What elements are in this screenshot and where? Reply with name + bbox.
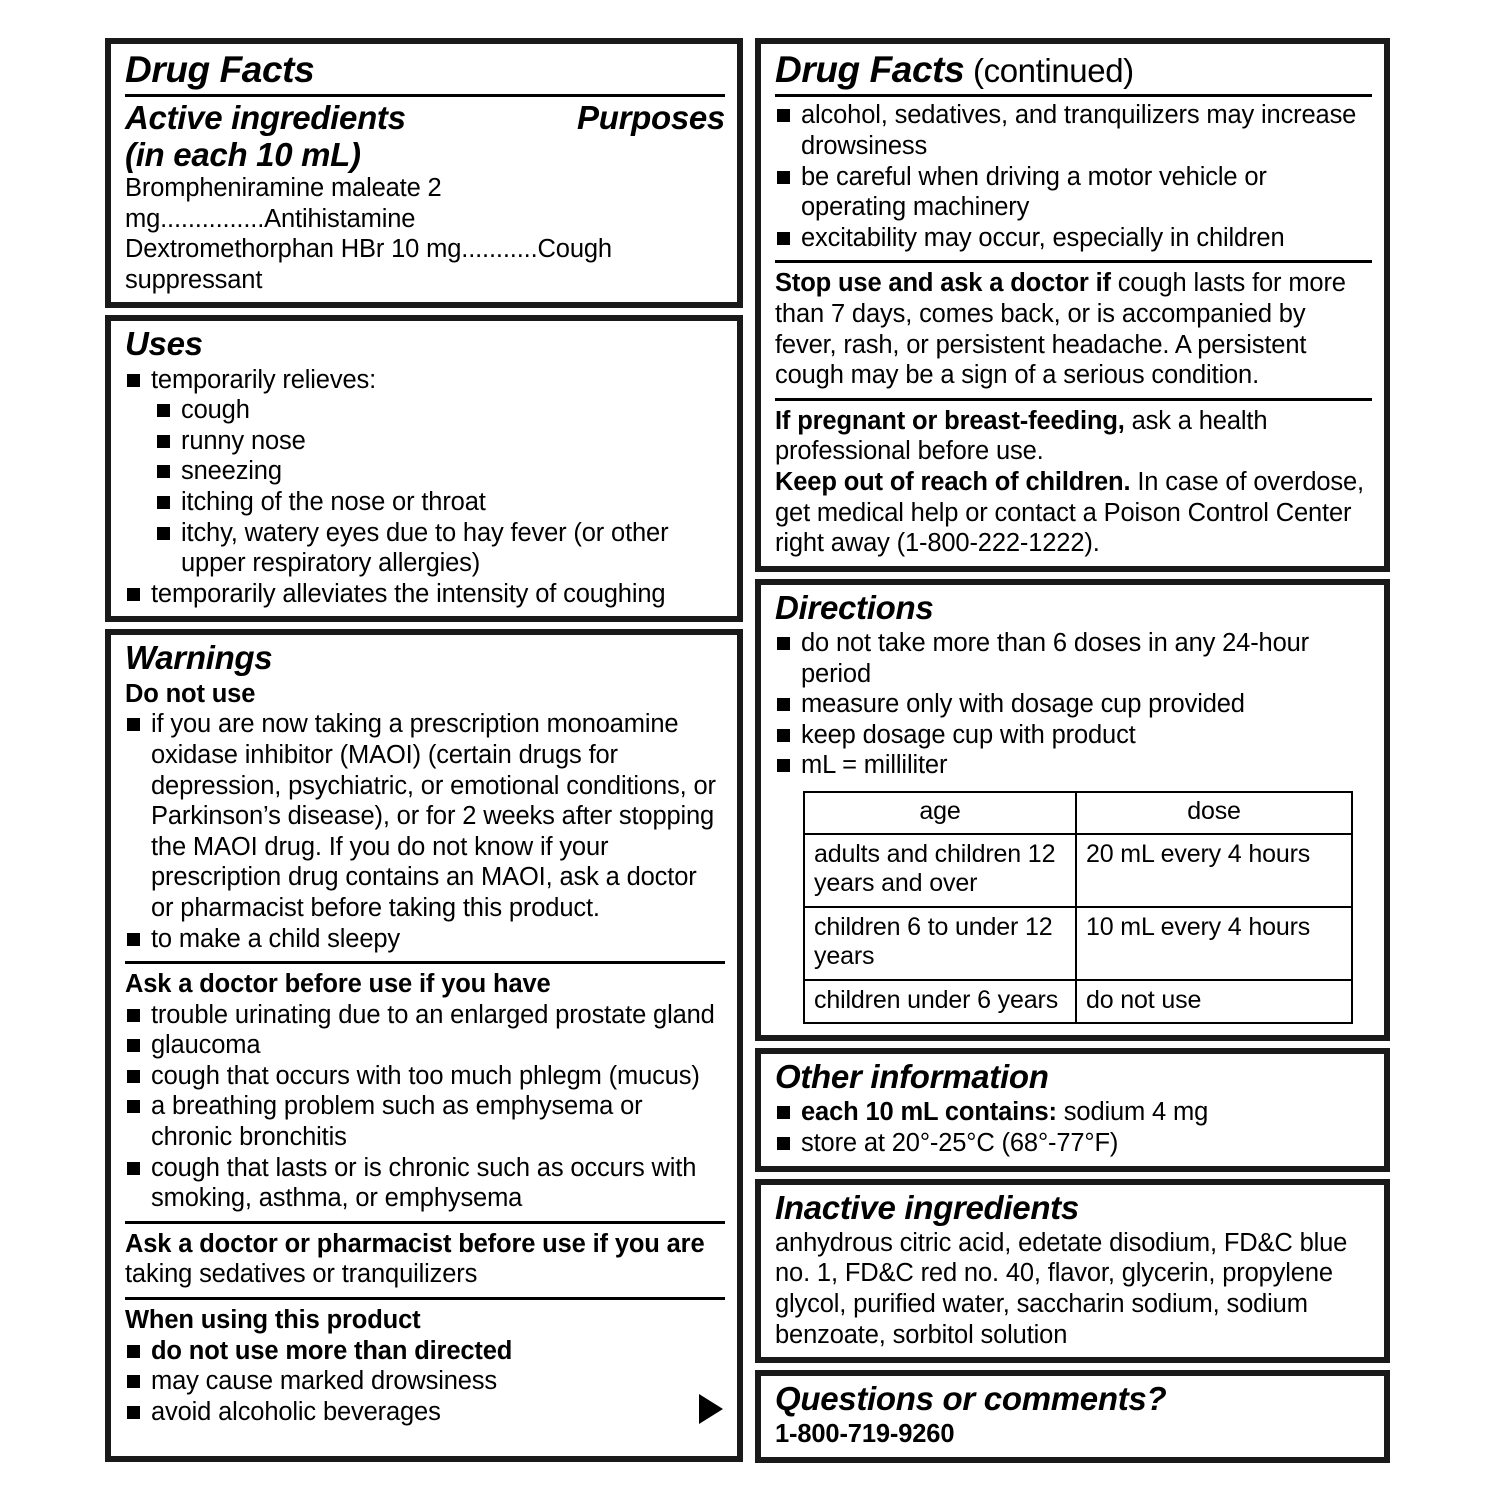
list-item: be careful when driving a motor vehicle or operating machinery	[775, 162, 1372, 223]
uses-heading: Uses	[125, 325, 203, 363]
title-rule	[125, 94, 725, 97]
list-item: trouble urinating due to an enlarged prostate gland	[125, 1000, 725, 1031]
when-using-continued-list	[775, 100, 1372, 253]
list-item: runny nose	[155, 426, 725, 457]
continued-title-rule	[775, 94, 1372, 97]
active-ingredients-line2: (in each 10 mL)	[125, 135, 361, 173]
stop-use-bold: Stop use and ask a doctor if	[775, 269, 1111, 298]
when-using-heading: When using this product	[125, 1306, 421, 1335]
other-information-list	[775, 1097, 1372, 1158]
cell-age: adults and children 12 years and over	[804, 834, 1076, 907]
table-header-row	[804, 792, 1352, 834]
other-info-bold: each 10 mL contains:	[801, 1098, 1057, 1127]
column-header-dose: dose	[1076, 792, 1352, 834]
continued-divider-2	[775, 398, 1372, 401]
list-item: to make a child sleepy	[125, 924, 725, 955]
warnings-divider-2	[125, 1221, 725, 1224]
pregnancy-rest: ask a health professional before use.	[775, 406, 1268, 466]
ask-doctor-heading: Ask a doctor before use if you have	[125, 970, 551, 999]
list-item: itching of the nose or throat	[155, 487, 725, 518]
active-ingredient-row-2: Dextromethorphan HBr 10 mg...........Cough suppressant	[125, 235, 612, 294]
list-item: do not use more than directed	[125, 1336, 725, 1367]
list-item: mL = milliliter	[775, 750, 1372, 781]
stop-use-paragraph	[775, 268, 1372, 390]
inactive-ingredients-heading: Inactive ingredients	[775, 1188, 1079, 1226]
questions-heading: Questions or comments?	[775, 1380, 1167, 1418]
list-item	[775, 1097, 1372, 1128]
list-item: temporarily alleviates the intensity of coughing	[125, 579, 725, 610]
drug-facts-continued-title	[775, 49, 1372, 90]
ask-doctor-list	[125, 1000, 725, 1214]
active-ingredients-line1: Active ingredients	[125, 99, 406, 137]
panel-uses	[105, 315, 743, 622]
list-item: may cause marked drowsiness	[125, 1366, 725, 1397]
table-row	[804, 834, 1352, 907]
keep-out-rest: In case of overdose, get medical help or contact a Poison Control Center right away (1-800-222-1222).	[775, 467, 1364, 558]
list-item: excitability may occur, especially in children	[775, 223, 1372, 254]
left-column	[105, 38, 743, 1462]
other-info-rest: sodium 4 mg	[1056, 1098, 1209, 1127]
stop-use-rest: cough lasts for more than 7 days, comes back, or is accompanied by fever, rash, or persistent headache. A persistent cough may be a sign of a serious condition.	[775, 269, 1346, 390]
warnings-divider-1	[125, 961, 725, 964]
purposes-heading: Purposes	[577, 99, 725, 137]
when-using-list	[125, 1336, 725, 1428]
warnings-divider-3	[125, 1297, 725, 1300]
active-ingredients-heading	[125, 100, 406, 173]
directions-list	[775, 628, 1372, 781]
ask-pharmacist-text: taking sedatives or tranquilizers	[125, 1260, 478, 1289]
active-ingredients-heading-row	[125, 100, 725, 173]
questions-phone: 1-800-719-9260	[775, 1420, 955, 1449]
list-item: a breathing problem such as emphysema or chronic bronchitis	[125, 1091, 725, 1152]
list-item: measure only with dosage cup provided	[775, 689, 1372, 720]
panel-warnings-continued	[755, 38, 1390, 572]
cell-age: children under 6 years	[804, 980, 1076, 1024]
uses-sublist	[125, 395, 725, 579]
panel-other-information	[755, 1048, 1390, 1171]
drug-facts-label	[105, 38, 1390, 1462]
continued-divider-1	[775, 260, 1372, 263]
list-item: cough that occurs with too much phlegm (mucus)	[125, 1061, 725, 1092]
list-item: glaucoma	[125, 1030, 725, 1061]
cell-dose: 20 mL every 4 hours	[1076, 834, 1352, 907]
directions-heading: Directions	[775, 588, 934, 626]
cell-dose: 10 mL every 4 hours	[1076, 907, 1352, 980]
column-header-age: age	[804, 792, 1076, 834]
dosage-table-wrap	[775, 781, 1372, 1028]
list-item: itchy, watery eyes due to hay fever (or other upper respiratory allergies)	[155, 518, 725, 579]
pregnancy-paragraph	[775, 406, 1372, 467]
panel-warnings	[105, 629, 743, 1462]
list-item: cough	[155, 395, 725, 426]
uses-list	[125, 365, 725, 396]
warnings-heading: Warnings	[125, 639, 273, 677]
list-item: do not take more than 6 doses in any 24-hour period	[775, 628, 1372, 689]
other-info-rest: store at 20°-25°C (68°-77°F)	[801, 1128, 1119, 1157]
table-row	[804, 980, 1352, 1024]
cell-age: children 6 to under 12 years	[804, 907, 1076, 980]
list-item	[775, 1128, 1372, 1159]
continuation-arrow-icon	[699, 1394, 723, 1424]
list-item: if you are now taking a prescription monoamine oxidase inhibitor (MAOI) (certain drugs for depression, psychiatric, or emotional conditions, or Parkinson’s disease), or for 2 weeks after stopping the MAOI drug. If you do not know if your prescription drug contains an MAOI, ask a doctor or pharmacist before taking this product.	[125, 709, 725, 923]
drug-facts-continued-normal: (continued)	[964, 52, 1134, 89]
pregnancy-bold: If pregnant or breast-feeding,	[775, 406, 1125, 435]
keep-out-paragraph	[775, 467, 1372, 559]
do-not-use-list	[125, 709, 725, 954]
list-item: sneezing	[155, 456, 725, 487]
inactive-ingredients-text: anhydrous citric acid, edetate disodium, FD&C blue no. 1, FD&C red no. 40, flavor, glycerin, propylene glycol, purified water, saccharin sodium, sodium benzoate, sorbitol solution	[775, 1228, 1348, 1349]
do-not-use-heading: Do not use	[125, 679, 256, 708]
list-item: alcohol, sedatives, and tranquilizers may increase drowsiness	[775, 100, 1372, 161]
list-item: cough that lasts or is chronic such as occurs with smoking, asthma, or emphysema	[125, 1153, 725, 1214]
ask-pharmacist-heading: Ask a doctor or pharmacist before use if you are	[125, 1229, 705, 1258]
panel-active-ingredients	[105, 38, 743, 308]
drug-facts-title: Drug Facts	[125, 49, 315, 90]
uses-lead-item: temporarily relieves:	[125, 365, 725, 396]
list-item: avoid alcoholic beverages	[125, 1397, 725, 1428]
list-item: keep dosage cup with product	[775, 720, 1372, 751]
other-information-heading: Other information	[775, 1058, 1049, 1096]
uses-trailing-list	[125, 579, 725, 610]
keep-out-bold: Keep out of reach of children.	[775, 467, 1131, 496]
dosage-table	[803, 791, 1353, 1024]
active-ingredient-row-1: Brompheniramine maleate 2 mg...............Antihistamine	[125, 174, 442, 233]
panel-directions	[755, 579, 1390, 1041]
table-row	[804, 907, 1352, 980]
cell-dose: do not use	[1076, 980, 1352, 1024]
panel-questions	[755, 1370, 1390, 1463]
right-column	[755, 38, 1390, 1462]
panel-inactive-ingredients	[755, 1179, 1390, 1364]
drug-facts-continued-italic: Drug Facts	[775, 49, 965, 90]
